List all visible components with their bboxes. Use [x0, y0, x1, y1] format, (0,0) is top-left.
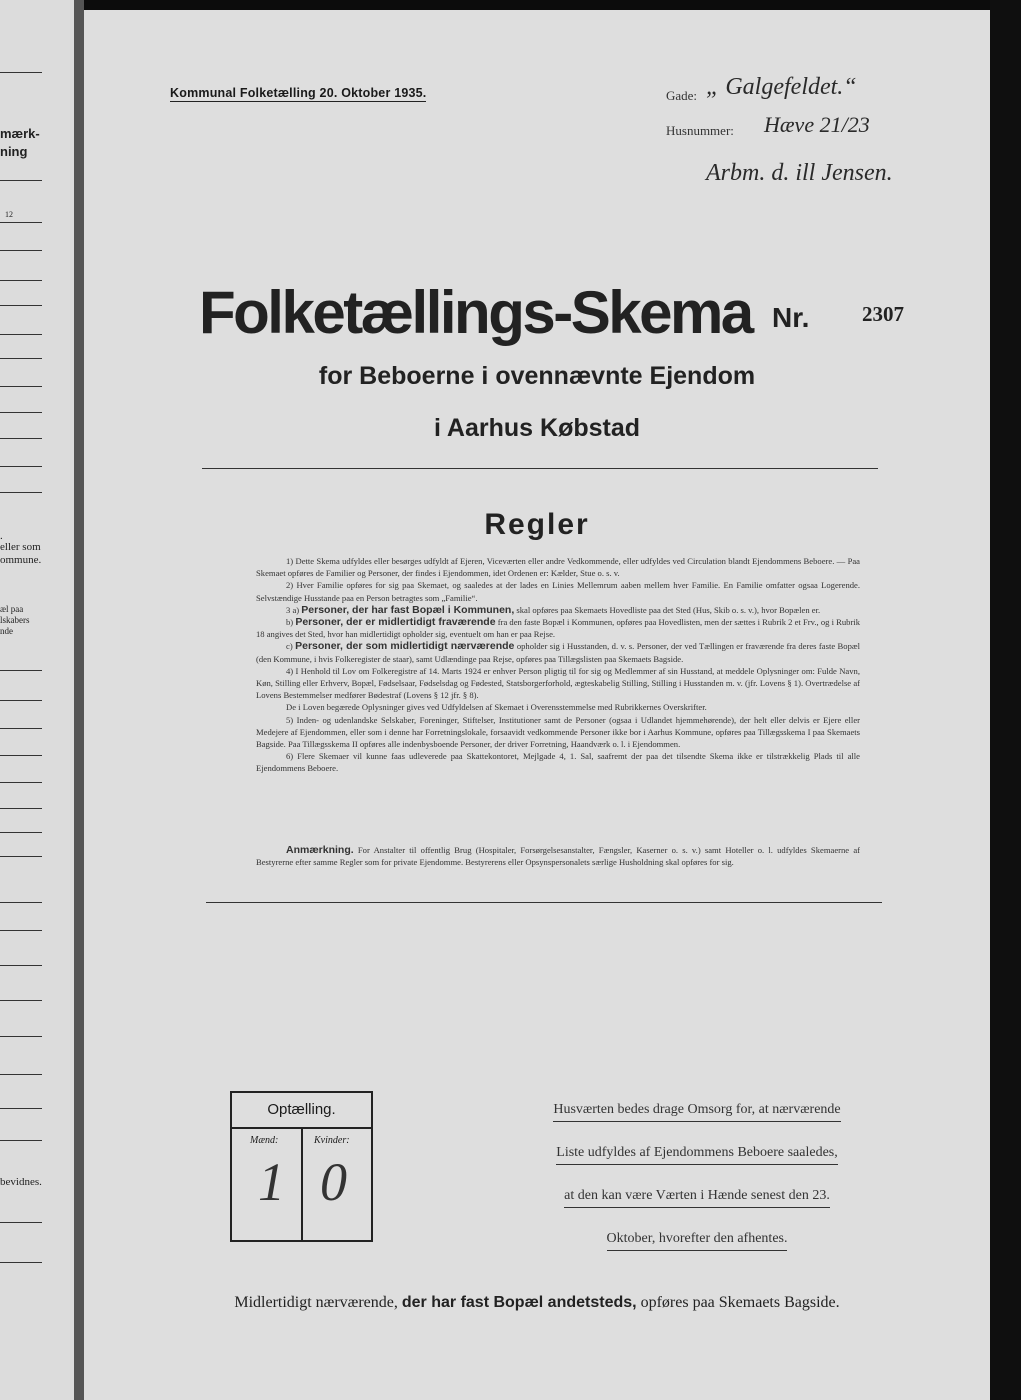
ruled-line	[0, 412, 42, 413]
ruled-line	[0, 1108, 42, 1109]
gade-handwritten-value: „ Galgefeldet.“	[706, 74, 857, 100]
rule-4b: De i Loven begærede Oplysninger gives ved Udfyldelsen af Skemaet i Overensstemmelse med Rubrikkernes Overskrifter.	[286, 702, 707, 713]
ruled-line	[0, 808, 42, 809]
women-count-handwritten: 0	[320, 1152, 347, 1212]
rule-3b-emphasis: Personer, der er midlertidigt fraværende	[295, 616, 496, 629]
ruled-line	[0, 1000, 42, 1001]
ruled-line	[0, 1140, 42, 1141]
husnummer-label: Husnummer:	[666, 123, 734, 138]
form-subtitle-residents: for Beboerne i ovennævnte Ejendom	[318, 362, 756, 390]
rule-4: 4) I Henhold til Lov om Folkeregistre af 14. Marts 1924 er enhver Person pligtig til for sig og Medlemmer af sin Husstand, at meddele Oplysninger om: Fulde Navn, Køn, Stilling eller Erhverv, Bopæl, Fødselsaar, Fødselsdag og Fødested, Statsborgerforhold, ægteskabelig Stilling, Stilling i Husstanden m. v. (jfr. Lovens § 1). Overtrædelse af Lovens Bestemmelser medfører Bødestraf (Lovens § 12 jfr. § 8).	[256, 665, 860, 701]
note-text: For Anstalter til offentlig Brug (Hospitaler, Forsørgelsesanstalter, Fængsler, Kaserner o. s. v.) samt Hoteller o. l. udfyldes Skemaerne af Bestyrerne efter samme Regler som for private Ejendomme. Bestyrerens eller Opsynspersonalets særlige Husholdning skal opføres for sig.	[256, 845, 860, 868]
page-fragment: 12	[5, 210, 13, 219]
ruled-line	[0, 438, 42, 439]
page-fragment: nde	[0, 626, 13, 636]
census-form-page	[84, 10, 990, 1400]
rules-heading: Regler	[484, 508, 590, 541]
form-number-label: Nr.	[772, 302, 810, 333]
ruled-line	[0, 305, 42, 306]
landlord-notice	[532, 1092, 862, 1264]
footer-instruction	[84, 1294, 990, 1312]
form-main-title: Folketællings-Skema	[199, 279, 752, 346]
ruled-line	[0, 1262, 42, 1263]
ruled-line	[0, 386, 42, 387]
count-title: Optælling.	[232, 1093, 371, 1129]
ruled-line	[0, 334, 42, 335]
rules-text	[256, 555, 860, 775]
gade-label: Gade:	[666, 88, 698, 103]
divider-line	[202, 468, 878, 469]
annotation-note	[256, 844, 860, 868]
rule-1: 1) Dette Skema udfyldes eller besørges udfyldt af Ejeren, Viceværten eller andre Vedkommende, eller udfyldes ved Circulation blandt Ejendommens Beboere. — Paa Skemaet opføres de Familier og Personer, der findes i Ejendommen, idet Ordenen er: Kælder, Stue o. s. v.	[256, 556, 860, 579]
men-count-handwritten: 1	[258, 1152, 285, 1212]
rule-3b-text: fra den faste Bopæl i Kommunen, opføres paa Hovedlisten, men der sættes i Rubrik 2 et Frv., og i Rubrik 18 angives det Sted, hvor han midlertidigt opholder sig, eventuelt om han er paa Rejse.	[256, 617, 860, 640]
ruled-line	[0, 856, 42, 857]
rule-3c-prefix: c)	[286, 641, 293, 652]
ruled-line	[0, 222, 42, 223]
footer-part-2: der har fast Bopæl andetsteds,	[401, 1294, 637, 1311]
ruled-line	[0, 755, 42, 756]
rule-3a-text: skal opføres paa Skemaets Hovedliste paa det Sted (Hus, Skib o. s. v.), hvor Bopælen er.	[516, 604, 821, 615]
rule-3a-prefix: 3 a)	[286, 604, 300, 615]
divider-line	[206, 902, 882, 903]
ruled-line	[0, 72, 42, 73]
rule-3c-emphasis: Personer, der som midlertidigt nærværende	[295, 640, 515, 653]
ruled-line	[0, 466, 42, 467]
rule-3b-prefix: b)	[286, 617, 294, 628]
ruled-line	[0, 930, 42, 931]
rule-3a-emphasis: Personer, der har fast Bopæl i Kommunen,	[301, 603, 515, 616]
husnummer-handwritten-value: Hæve 21/23	[764, 112, 870, 137]
ruled-line	[0, 358, 42, 359]
footer-part-3: opføres paa Skemaets Bagside.	[640, 1294, 840, 1311]
ruled-line	[0, 1074, 42, 1075]
notice-line: Husværten bedes drage Omsorg for, at nærværende	[553, 1099, 840, 1122]
book-gutter	[74, 0, 84, 1400]
rule-5: 5) Inden- og udenlandske Selskaber, Foreninger, Stiftelser, Institutioner samt de Personer (ogsaa i Udlandet hjemmehørende), der helt eller delvis er Ejere eller Medejere af Ejendommen, eller som i denne har Forretningslokale, forsaavidt vedkommende Personer ikke bor i Aarhus Kommune, opføres paa Tillægsskema I paa Skemaets Bagside. Paa Tillægsskema II opføres alle indenbysboende Personer, der driver Forretning, Haandværk o. l. i Ejendommen.	[256, 714, 860, 750]
ruled-line	[0, 728, 42, 729]
note-label: Anmærkning.	[286, 844, 354, 856]
page-fragment: ning	[0, 144, 28, 159]
page-fragment: bevidnes.	[0, 1176, 42, 1188]
ruled-line	[0, 280, 42, 281]
footer-part-1: Midlertidigt nærværende,	[234, 1294, 398, 1311]
page-fragment: eller som	[0, 541, 41, 553]
form-header-title: Kommunal Folketælling 20. Oktober 1935.	[170, 86, 427, 100]
ruled-line	[0, 250, 42, 251]
previous-page-edge	[0, 0, 80, 1400]
ruled-line	[0, 1222, 42, 1223]
ruled-line	[0, 180, 42, 181]
rule-3c	[256, 640, 860, 664]
ruled-line	[0, 670, 42, 671]
notice-line: at den kan være Værten i Hænde senest den 23.	[564, 1185, 830, 1208]
page-fragment: lskabers	[0, 615, 30, 625]
count-divider	[301, 1127, 303, 1240]
rule-3b	[256, 616, 860, 640]
page-fragment: mærk-	[0, 126, 40, 141]
ruled-line	[0, 1036, 42, 1037]
form-number-value: 2307	[862, 302, 904, 326]
ruled-line	[0, 965, 42, 966]
rule-3c-text: opholder sig i Husstanden, d. v. s. Personer, der ved Tællingen er fraværende fra deres faste Bopæl (den Kommune, i hvis Folkeregister de staar), samt Udlændinge paa Rejse, opføres paa Tillægslisten paa Skemaets Bagside.	[256, 641, 861, 664]
notice-line: Oktober, hvorefter den afhentes.	[607, 1228, 788, 1251]
ruled-line	[0, 700, 42, 701]
rule-6: 6) Flere Skemaer vil kunne faas udleverede paa Skattekontoret, Mejlgade 4, 1. Sal, saafremt der paa det tilsendte Skema ikke er tilstrækkelig Plads til alle Ejendommens Beboere.	[256, 751, 860, 774]
notice-line: Liste udfyldes af Ejendommens Beboere saaledes,	[556, 1142, 837, 1165]
ruled-line	[0, 902, 42, 903]
page-fragment: æl paa	[0, 604, 24, 614]
page-fragment: .	[0, 530, 3, 542]
form-subtitle-town: i Aarhus Købstad	[433, 414, 641, 442]
women-label: Kvinder:	[314, 1135, 350, 1146]
book-edge	[990, 0, 1021, 1400]
ruled-line	[0, 782, 42, 783]
men-label: Mænd:	[250, 1135, 279, 1146]
ruled-line	[0, 492, 42, 493]
page-fragment: ommune.	[0, 554, 42, 566]
rule-2: 2) Hver Familie opføres for sig paa Skemaet, og saaledes at der lades en Linies Mellemrum aaben mellem hver Familie. En Familie omfatter ogsaa Logerende. Selvstændige Husstande paa en Person betragtes som „Familie“.	[256, 580, 860, 603]
count-box	[230, 1091, 373, 1242]
rule-3a	[256, 604, 860, 616]
owner-handwritten-note: Arbm. d. ill Jensen.	[706, 160, 893, 186]
ruled-line	[0, 832, 42, 833]
